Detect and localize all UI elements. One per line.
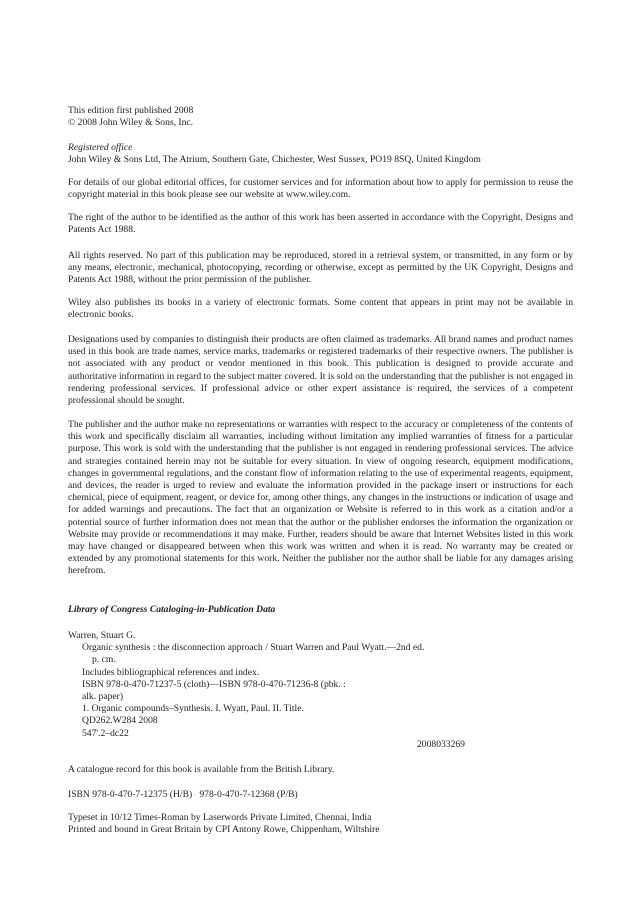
cip-notes: Includes bibliographical references and index. (82, 666, 260, 678)
editorial-offices-text: For details of our global editorial offices, for customer services and for information about how to apply for permission to reuse the copyright material in this book please see our website at www.wiley.com. (68, 177, 573, 201)
registered-office-block (68, 142, 573, 166)
registered-office-heading: Registered office (68, 142, 133, 153)
cip-isbn-line-1: ISBN 978-0-470-71237-5 (cloth)—ISBN 978-0-470-71236-8 (pbk. : (82, 678, 346, 690)
designations-text: Designations used by companies to distinguish their products are often claimed as trademarks. All brand names and product names used in this book are trade names, service marks, trademarks or registered trademarks of their respective owners. The publisher is not associated with any product or vendor mentioned in this book. This publication is designed to provide accurate and authoritative information in regard to the subject matter covered. It is sold on the understanding that the publisher is not engaged in rendering professional services. If professional advice or other expert assistance is required, the services of a competent professional should be sought. (68, 334, 573, 407)
cip-record (68, 630, 573, 740)
electronic-formats-paragraph (68, 297, 573, 321)
editorial-offices-paragraph (68, 177, 573, 201)
author-rights-text: The right of the author to be identified as the author of this work has been asserted in accordance with the Copyright, Designs and Patents Act 1988. (68, 212, 573, 236)
cip-author: Warren, Stuart G. (68, 630, 136, 641)
typeset-line: Typeset in 10/12 Times-Roman by Laserwords Private Limited, Chennai, India (68, 812, 372, 823)
cip-lccn: 2008033269 (417, 739, 465, 750)
cip-dewey: 547'.2–dc22 (82, 727, 129, 739)
all-rights-text: All rights reserved. No part of this publication may be reproduced, stored in a retrieval system, or transmitted, in any form or by any means, electronic, mechanical, photocopying, recording or otherwise, except as permitted by the UK Copyright, Designs and Patents Act 1988, without the prior permission of the publisher. (68, 250, 573, 286)
british-library-note: A catalogue record for this book is available from the British Library. (68, 764, 335, 775)
isbn-line: ISBN 978-0-470-7-12375 (H/B) 978-0-470-7-12368 (P/B) (68, 789, 298, 800)
cip-title: Organic synthesis : the disconnection approach / Stuart Warren and Paul Wyatt.—2nd ed. (82, 642, 425, 654)
british-library-block (68, 764, 573, 776)
cip-heading: Library of Congress Cataloging-in-Publication Data (68, 604, 276, 615)
cip-pages: p. cm. (92, 654, 116, 666)
disclaimer-text: The publisher and the author make no representations or warranties with respect to the accuracy or completeness of the contents of this work and specifically disclaim all warranties, including without limitation any implied warranties of fitness for a particular purpose. This work is sold with the understanding that the publisher is not engaged in rendering professional services. The advice and strategies contained herein may not be suitable for every situation. In view of ongoing research, equipment modifications, changes in governmental regulations, and the constant flow of information relating to the use of experimental reagents, equipment, and devices, the reader is urged to review and evaluate the information provided in the package insert or instructions for each chemical, piece of equipment, reagent, or device for, among other things, any changes in the instructions or indication of usage and for added warnings and precautions. The fact that an organization or Website is referred to in this work as a citation and/or a potential source of further information does not mean that the author or the publisher endorses the information the organization or Website may provide or recommendations it may make. Further, readers should be aware that Internet Websites listed in this work may have changed or disappeared between when this work was written and when it is read. No warranty may be created or extended by any promotional statements for this work. Neither the publisher nor the author shall be liable for any damages arising herefrom. (68, 419, 573, 577)
registered-office-address: John Wiley & Sons Ltd, The Atrium, Southern Gate, Chichester, West Sussex, PO19 8SQ, United Kingdom (68, 154, 481, 166)
disclaimer-paragraph (68, 419, 573, 578)
cip-isbn-line-2: alk. paper) (82, 691, 124, 703)
printed-line: Printed and bound in Great Britain by CPI Antony Rowe, Chippenham, Wiltshire (68, 824, 380, 836)
all-rights-paragraph (68, 250, 573, 287)
cip-lc-class: QD262.W284 2008 (82, 715, 158, 727)
edition-block (68, 105, 573, 129)
designations-paragraph (68, 334, 573, 407)
edition-line: This edition first published 2008 (68, 105, 194, 116)
copyright-line: © 2008 John Wiley & Sons, Inc. (68, 117, 194, 129)
cip-heading-block (68, 604, 573, 616)
author-rights-paragraph (68, 212, 573, 236)
electronic-formats-text: Wiley also publishes its books in a variety of electronic formats. Some content that appears in print may not be available in electronic books. (68, 297, 573, 321)
isbn-block (68, 789, 573, 801)
production-block (68, 812, 573, 836)
cip-subjects: 1. Organic compounds–Synthesis. I. Wyatt, Paul. II. Title. (82, 703, 304, 715)
